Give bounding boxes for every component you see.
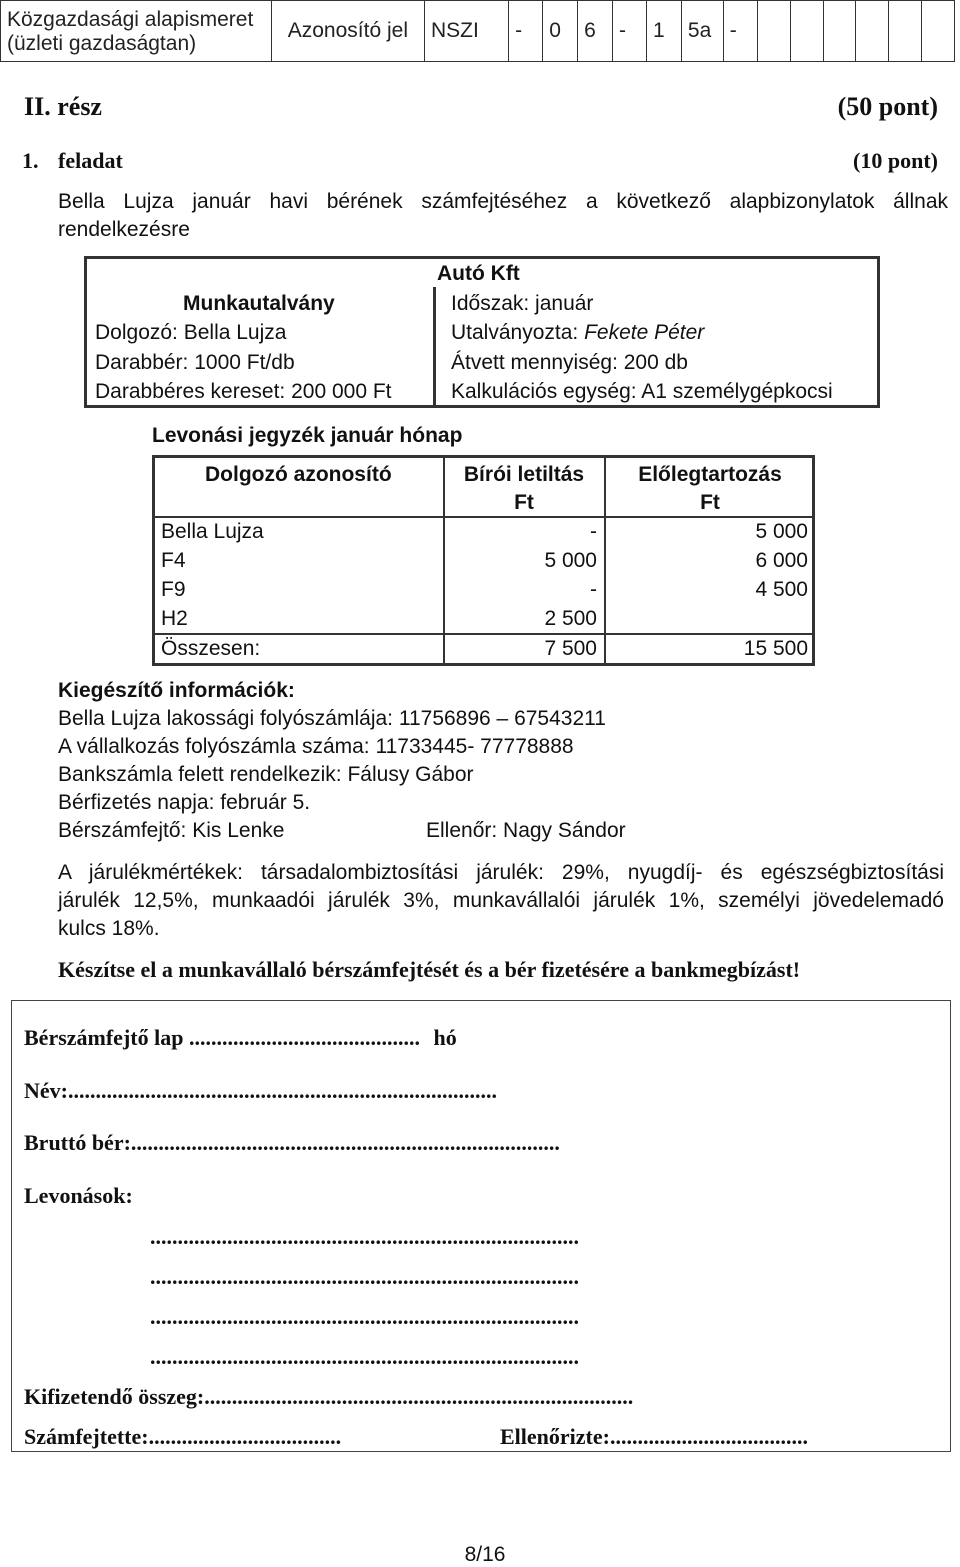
code-cell-4: - — [612, 1, 646, 62]
row-4-employee: H2 — [161, 607, 188, 630]
row-2-garnishment: 5 000 — [544, 549, 597, 572]
row-3-employee: F9 — [161, 578, 186, 601]
form-title-suffix: hó — [433, 1025, 457, 1050]
deduction-line-2: .............................................................................. — [150, 1264, 579, 1289]
check-label: Ellenőrizte: — [500, 1424, 610, 1449]
row-3-advance: 4 500 — [755, 578, 808, 601]
form-title: Bérszámfejtő lap — [24, 1025, 184, 1050]
col-header-advance-unit: Ft — [700, 491, 720, 514]
name-dots: .............................................................................. — [67, 1078, 497, 1103]
code-cell-5: 1 — [647, 1, 682, 62]
form-title-row — [24, 1025, 457, 1051]
rates-line-1: A járulékmértékek: társadalombiztosítási járulék: 29%, nyugdíj- és egészségbiztosítási — [58, 861, 944, 884]
code-cell-1: - — [509, 1, 543, 62]
extra-line-4: Bérfizetés napja: február 5. — [58, 791, 311, 814]
name-label: Név: — [24, 1078, 68, 1103]
code-cell-6: 5a — [681, 1, 723, 62]
worksheet-title: Munkautalvány — [183, 292, 335, 315]
header-table — [0, 0, 955, 62]
check-dots: .................................... — [609, 1424, 808, 1449]
issued-by-name: Fekete Péter — [584, 321, 705, 344]
code-cell-2: 0 — [543, 1, 578, 62]
col-header-garnishment-unit: Ft — [514, 491, 534, 514]
controller: Ellenőr: Nagy Sándor — [426, 819, 626, 842]
page-number: 8/16 — [464, 1543, 506, 1566]
payroll-form — [11, 1000, 951, 1452]
extra-line-3: Bankszámla felett rendelkezik: Fálusy Gábor — [58, 763, 474, 786]
period: Időszak: január — [451, 292, 594, 315]
instruction: Készítse el a munkavállaló bérszámfejtését és a bér fizetésére a bankmegbízást! — [58, 957, 801, 982]
form-title-dots: .......................................... — [188, 1025, 420, 1050]
code-cell-11 — [856, 1, 889, 62]
deduction-line-4: .............................................................................. — [150, 1344, 579, 1369]
deduction-line-1: .............................................................................. — [150, 1224, 579, 1249]
rates-line-3: kulcs 18%. — [58, 917, 160, 940]
task-number: 1. — [22, 148, 39, 173]
name-row — [24, 1078, 497, 1104]
calc-dots: ................................... — [148, 1424, 342, 1449]
row-2-employee: F4 — [161, 549, 186, 572]
task-title: feladat — [58, 148, 123, 173]
piece-earnings: Darabbéres kereset: 200 000 Ft — [95, 380, 392, 403]
col-header-employee: Dolgozó azonosító — [205, 463, 392, 486]
code-cell-0: NSZI — [425, 1, 509, 62]
deductions-table — [152, 455, 815, 666]
row-1-garnishment: - — [590, 520, 597, 543]
payable-dots: .............................................................................. — [204, 1384, 634, 1409]
row-2-advance: 6 000 — [755, 549, 808, 572]
code-cell-8 — [757, 1, 790, 62]
subject-cell — [1, 1, 272, 62]
check-row — [500, 1424, 808, 1450]
deductions-label: Levonások: — [24, 1183, 133, 1208]
quantity: Átvett mennyiség: 200 db — [451, 351, 688, 374]
extra-title: Kiegészítő információk: — [58, 679, 295, 702]
gross-row — [24, 1130, 560, 1156]
code-cell-3: 6 — [578, 1, 613, 62]
extra-line-2: A vállalkozás folyószámla száma: 11733445- 77778888 — [58, 735, 574, 758]
code-cell-9 — [790, 1, 823, 62]
worker-name: Dolgozó: Bella Lujza — [95, 321, 287, 344]
code-cell-10 — [823, 1, 856, 62]
total-garnishment: 7 500 — [544, 637, 597, 660]
task-intro: Bella Lujza január havi bérének számfejtéséhez a következő alapbizonylatok állnak rendelkezésre — [58, 190, 948, 241]
header-divider — [155, 516, 812, 518]
calc-unit: Kalkulációs egység: A1 személygépkocsi — [451, 380, 833, 403]
deduction-line-3: .............................................................................. — [150, 1304, 579, 1329]
col-header-garnishment: Bírói letiltás — [463, 463, 585, 486]
piece-rate: Darabbér: 1000 Ft/db — [95, 351, 295, 374]
issued-by — [451, 321, 704, 345]
row-4-garnishment: 2 500 — [544, 607, 597, 630]
total-divider — [155, 633, 812, 635]
row-1-employee: Bella Lujza — [161, 520, 264, 543]
deductions-title: Levonási jegyzék január hónap — [152, 424, 463, 447]
calc-label: Számfejtette: — [24, 1424, 149, 1449]
subject-line1: Közgazdasági alapismeret — [7, 8, 254, 31]
payroll-clerk: Bérszámfejtő: Kis Lenke — [58, 819, 285, 842]
extra-line-1: Bella Lujza lakossági folyószámlája: 11756896 – 67543211 — [58, 707, 606, 730]
worksheet-divider — [433, 287, 436, 408]
rates-line-2: járulék 12,5%, munkaadói járulék 3%, munkavállalói járulék 1%, személyi jövedelemadó — [58, 889, 944, 912]
worksheet-box — [84, 256, 880, 408]
calc-row — [24, 1424, 341, 1450]
issued-by-label: Utalványozta: — [451, 321, 585, 344]
col-header-advance: Előlegtartozás — [638, 463, 782, 486]
code-cell-12 — [889, 1, 922, 62]
row-3-garnishment: - — [590, 578, 597, 601]
part-title: II. rész — [24, 92, 102, 121]
id-label-cell: Azonosító jel — [271, 1, 424, 62]
payable-row — [24, 1384, 633, 1410]
code-cell-13 — [922, 1, 955, 62]
gross-label: Bruttó bér: — [24, 1130, 131, 1155]
total-label: Összesen: — [161, 637, 261, 660]
code-cell-7: - — [723, 1, 757, 62]
payable-label: Kifizetendő összeg: — [24, 1384, 205, 1409]
row-1-advance: 5 000 — [755, 520, 808, 543]
gross-dots: .............................................................................. — [130, 1130, 560, 1155]
total-advance: 15 500 — [743, 637, 808, 660]
task-points: (10 pont) — [853, 148, 938, 173]
subject-line2: (üzleti gazdaságtan) — [7, 32, 197, 55]
part-points: (50 pont) — [837, 92, 938, 121]
company-name: Autó Kft — [437, 262, 520, 285]
